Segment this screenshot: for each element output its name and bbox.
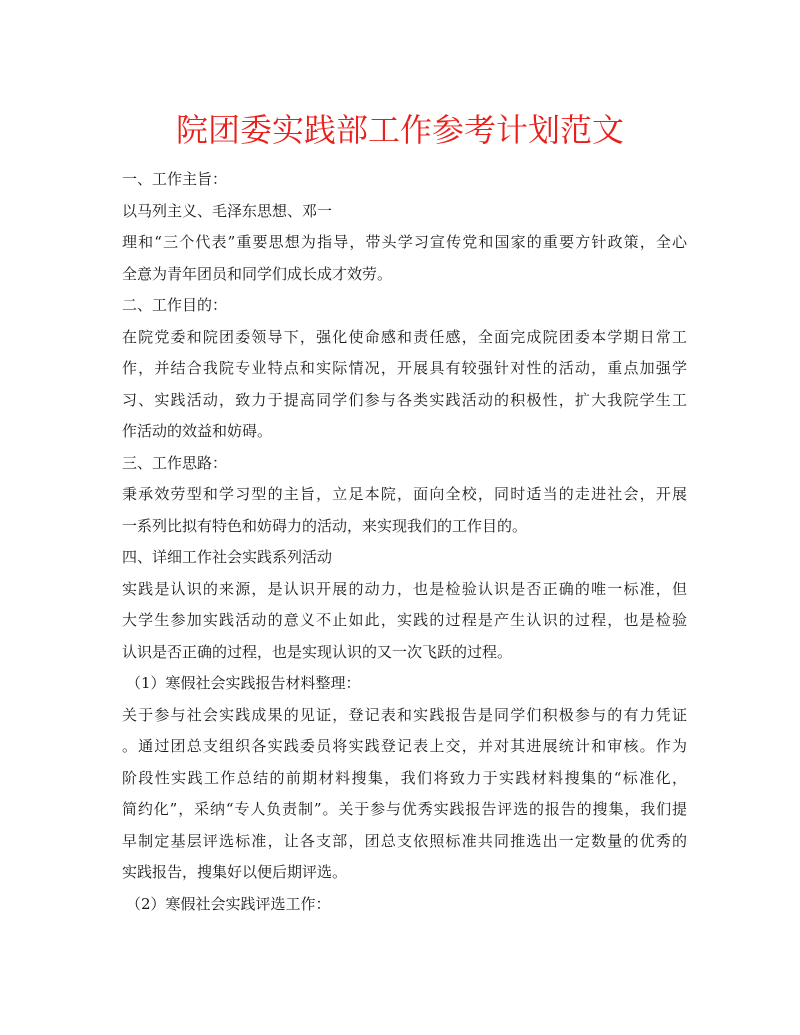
section-heading-activities: 四、详细工作社会实践系列活动	[122, 548, 333, 566]
section-heading-purpose: 一、工作主旨：	[122, 170, 228, 188]
paragraph-line: 作，并结合我院专业特点和实际情况，开展具有较强针对性的活动，重点加强学	[122, 359, 687, 377]
paragraph-line: 实践是认识的来源，是认识开展的动力，也是检验认识是否正确的唯一标准，但	[122, 579, 687, 598]
paragraph-line: 一系列比拟有特色和妨碍力的活动，来实现我们的工作目的。	[122, 516, 528, 535]
paragraph-line: 。通过团总支组织各实践委员将实践登记表上交，并对其进展统计和审核。作为	[122, 737, 687, 755]
paragraph-line: 阶段性实践工作总结的前期材料搜集，我们将致力于实践材料搜集的“标准化，	[122, 768, 687, 787]
section-heading-approach: 三、工作思路：	[122, 453, 228, 472]
paragraph-line: 认识是否正确的过程，也是实现认识的又一次飞跃的过程。	[122, 642, 513, 661]
paragraph-line: 作活动的效益和妨碍。	[122, 422, 273, 440]
subsection-heading-evaluation: （2）寒假社会实践评选工作：	[126, 894, 331, 913]
paragraph-line: 实践报告，搜集好以便后期评选。	[122, 863, 348, 881]
paragraph-line: 大学生参加实践活动的意义不止如此，实践的过程是产生认识的过程，也是检验	[122, 611, 687, 629]
subsection-heading-report-materials: （1）寒假社会实践报告材料整理：	[126, 674, 361, 692]
paragraph-line: 在院党委和院团委领导下，强化使命感和责任感，全面完成院团委本学期日常工	[122, 327, 687, 346]
document-title: 院团委实践部工作参考计划范文	[175, 111, 624, 149]
paragraph-line: 全意为青年团员和同学们成长成才效劳。	[122, 264, 393, 283]
paragraph-line: 早制定基层评选标准，让各支部，团总支依照标准共同推选出一定数量的优秀的	[122, 831, 687, 850]
paragraph-line: 以马列主义、毛泽东思想、邓一	[122, 201, 333, 220]
paragraph-line: 简约化”，采纳“专人负责制”。关于参与优秀实践报告评选的报告的搜集，我们提	[122, 800, 687, 818]
paragraph-line: 秉承效劳型和学习型的主旨，立足本院，面向全校，同时适当的走进社会，开展	[122, 485, 687, 503]
section-heading-goal: 二、工作目的：	[122, 296, 228, 314]
paragraph-line: 习、实践活动，致力于提高同学们参与各类实践活动的积极性，扩大我院学生工	[122, 390, 687, 409]
paragraph-line: 关于参与社会实践成果的见证，登记表和实践报告是同学们积极参与的有力凭证	[122, 705, 687, 724]
paragraph-line: 理和“三个代表”重要思想为指导，带头学习宣传党和国家的重要方针政策，全心	[122, 233, 687, 251]
document-body	[122, 164, 687, 920]
